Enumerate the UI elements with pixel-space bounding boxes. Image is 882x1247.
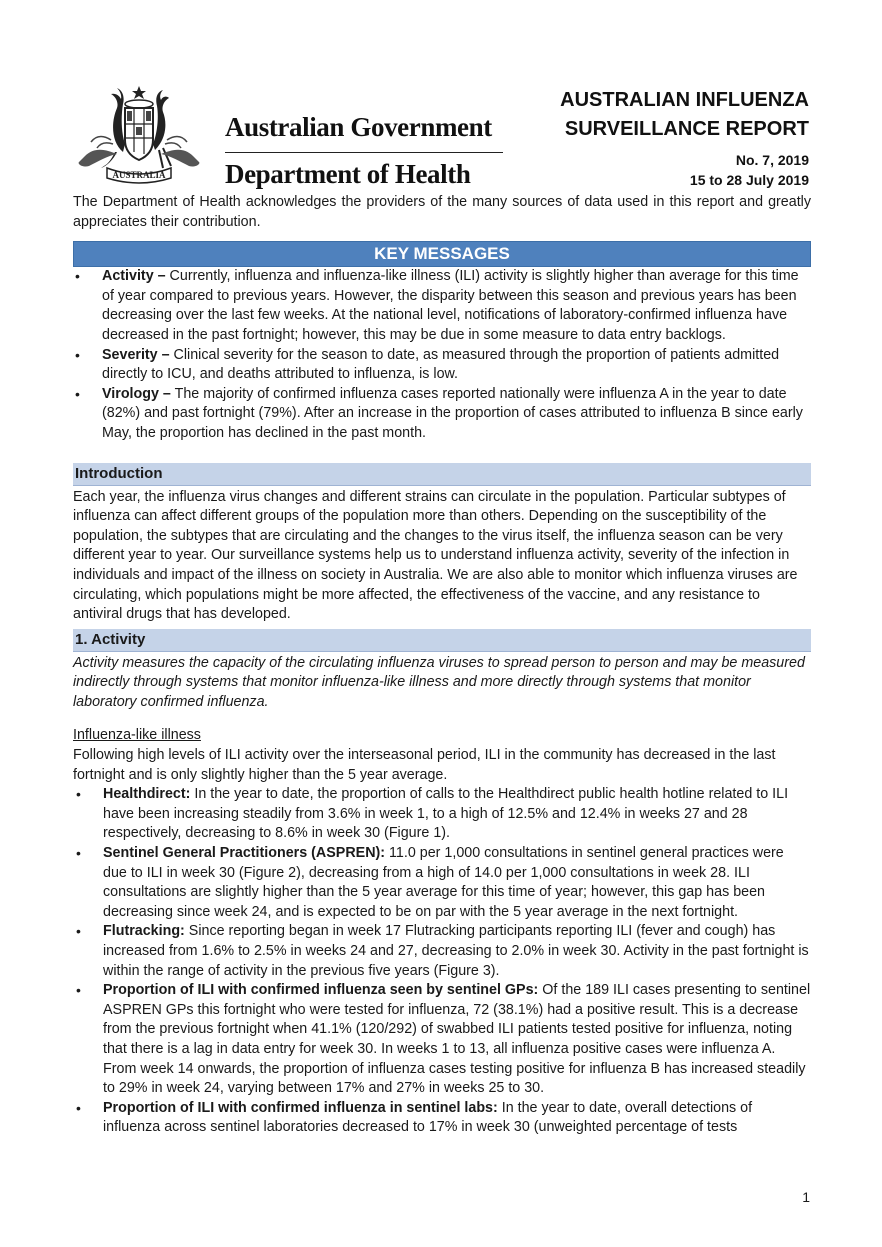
ili-sources-list bbox=[73, 785, 811, 1138]
list-item bbox=[73, 844, 811, 922]
source-text: In the year to date, overall detections of influenza across sentinel laboratories decreased to 17% in week 30 (unweighted percentage of tests bbox=[103, 1099, 753, 1136]
list-item bbox=[73, 785, 811, 844]
report-header bbox=[73, 0, 811, 192]
source-label: Healthdirect: bbox=[103, 786, 191, 803]
bullet-icon: • bbox=[75, 385, 80, 402]
list-item bbox=[73, 267, 811, 345]
bullet-icon: • bbox=[76, 923, 81, 940]
department-name: Department of Health bbox=[225, 159, 471, 189]
source-text: Since reporting began in week 17 Flutracking participants reporting ILI (fever and cough) has increased from 1.6% to 2.5% in weeks 24 and 27, decreasing to 2.0% in week 30. Activity in the past fortnight is within the range of activity in the previous five years (Figure 3). bbox=[103, 923, 809, 979]
key-messages-list bbox=[73, 267, 811, 443]
report-period: 15 to 28 July 2019 bbox=[689, 172, 809, 188]
source-text: Of the 189 ILI cases presenting to sentinel ASPREN GPs this fortnight who were tested for influenza, 72 (38.1%) had a positive result. This is a decrease from the previous fortnight when 41.1% (120/292) of swabbed ILI patients tested positive for influenza, noting that there is a lag in data entry for week 30. In weeks 1 to 13, all influenza positive cases were influenza A. From week 14 onwards, the proportion of influenza cases testing positive for influenza B has increased steadily to 29% in week 24, varying between 17% and 27% in weeks 25 to 30. bbox=[103, 982, 811, 1097]
key-message-label: Severity – bbox=[102, 346, 170, 363]
bullet-icon: • bbox=[75, 268, 80, 285]
bullet-icon: • bbox=[75, 346, 80, 363]
introduction-text: Each year, the influenza virus changes and different strains can circulate in the population. Particular subtypes of influenza can affect different groups of the population more than others. Depending on the susceptibility of the population, the subtypes that are circulating and the changes to the virus itself, the influenza season can be very different year to year. Our surveillance systems help us to understand influenza activity, severity of the infection in individuals and impact of the illness on society in Australia. We are also able to monitor which influenza viruses are circulating, which populations might be more affected, the effectiveness of the vaccine, and any resistance to antiviral drugs that has developed. bbox=[73, 488, 798, 623]
report-issue bbox=[690, 150, 809, 190]
activity-heading: 1. Activity bbox=[73, 629, 811, 652]
introduction-heading: Introduction bbox=[73, 463, 811, 486]
activity-intro: Activity measures the capacity of the circulating influenza viruses to spread person to person and may be measured indirectly through systems that monitor influenza-like illness and more directly through systems that monitor laboratory confirmed influenza. bbox=[73, 654, 805, 710]
source-label: Proportion of ILI with confirmed influenza seen by sentinel GPs: bbox=[103, 982, 539, 999]
bullet-icon: • bbox=[76, 786, 81, 803]
list-item bbox=[73, 385, 811, 444]
report-title-line1: AUSTRALIAN INFLUENZA bbox=[560, 89, 809, 111]
source-label: Flutracking: bbox=[103, 923, 185, 940]
report-title bbox=[560, 86, 809, 144]
key-message-label: Activity – bbox=[102, 268, 166, 285]
source-label: Proportion of ILI with confirmed influenza in sentinel labs: bbox=[103, 1099, 498, 1116]
key-message-text: The majority of confirmed influenza cases reported nationally were influenza A in the year to date (82%) and past fortnight (79%). After an increase in the proportion of cases attributed to influenza B since early May, the proportion has declined in the past month. bbox=[102, 385, 803, 441]
key-message-label: Virology – bbox=[102, 385, 171, 402]
crest-motto: AUSTRALIA bbox=[112, 170, 166, 180]
acknowledgement-text: The Department of Health acknowledges the providers of the many sources of data used in this report and greatly appreciates their contribution. bbox=[73, 194, 811, 230]
source-text: In the year to date, the proportion of calls to the Healthdirect public health hotline related to ILI have been increasing steadily from 3.6% in week 1, to a high of 12.5% and 12.4% in weeks 27 and 28 respectively, decreasing to 8.6% in week 30 (Figure 1). bbox=[103, 786, 789, 842]
bullet-icon: • bbox=[76, 982, 81, 999]
ili-summary: Following high levels of ILI activity over the interseasonal period, ILI in the community has decreased in the last fortnight and is only slightly higher than the 5 year average. bbox=[73, 747, 776, 783]
list-item bbox=[73, 981, 811, 1099]
header-divider bbox=[225, 152, 503, 153]
coat-of-arms-icon bbox=[67, 82, 211, 190]
government-name: Australian Government bbox=[225, 112, 492, 142]
list-item bbox=[73, 922, 811, 981]
list-item bbox=[73, 1099, 811, 1138]
key-message-text: Currently, influenza and influenza-like illness (ILI) activity is slightly higher than average for this time of year compared to previous years. However, the disparity between this season and previous years has been decreasing over the last few weeks. At the national level, notifications of laboratory-confirmed influenza have decreased in the past fortnight; however, this may be due in some measure to data entry backlogs. bbox=[102, 268, 799, 343]
ili-subheading: Influenza-like illness bbox=[73, 727, 201, 744]
source-label: Sentinel General Practitioners (ASPREN): bbox=[103, 845, 386, 862]
list-item bbox=[73, 346, 811, 385]
bullet-icon: • bbox=[76, 1099, 81, 1116]
report-number: No. 7, 2019 bbox=[735, 152, 809, 168]
key-messages-heading: KEY MESSAGES bbox=[73, 241, 811, 267]
page-number: 1 bbox=[802, 1189, 810, 1205]
source-text: 11.0 per 1,000 consultations in sentinel general practices were due to ILI in week 30 (Figure 2), decreasing from a high of 14.0 per 1,000 consultations in week 28. ILI consultations are slightly higher than the 5 year average for this time of year; however, this gap has been decreasing since week 24, and is expected to be on par with the 5 year average in the next fortnight. bbox=[103, 845, 784, 920]
report-title-line2: SURVEILLANCE REPORT bbox=[564, 118, 809, 140]
bullet-icon: • bbox=[76, 845, 81, 862]
report-page bbox=[73, 0, 811, 1138]
key-message-text: Clinical severity for the season to date, as measured through the proportion of patients admitted directly to ICU, and deaths attributed to influenza, is low. bbox=[102, 346, 780, 383]
